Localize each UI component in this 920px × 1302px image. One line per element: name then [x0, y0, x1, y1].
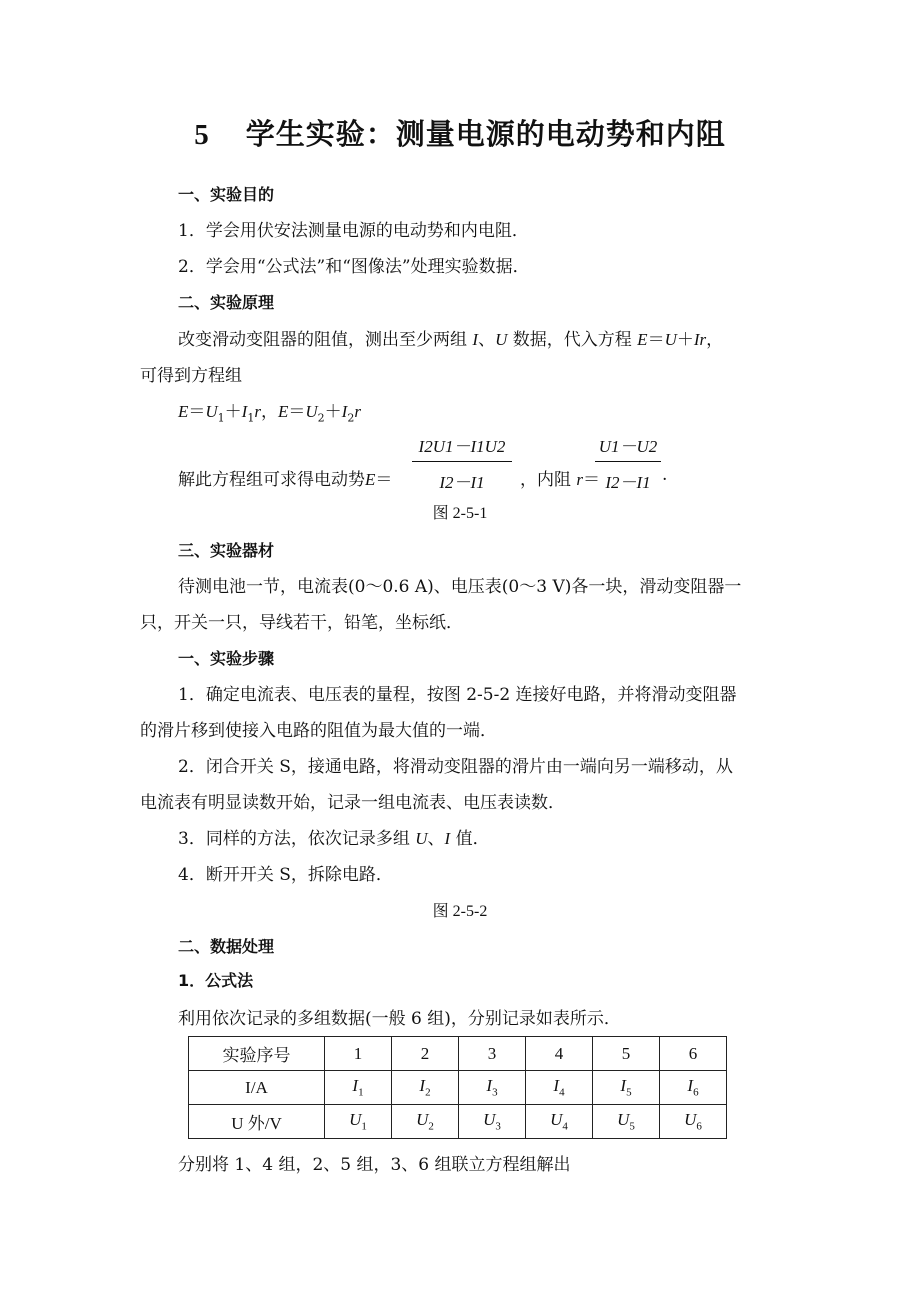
table-row	[189, 1037, 727, 1071]
equipment-line-2: 只，开关一只，导线若干，铅笔，坐标纸．	[140, 613, 463, 633]
table-cell: $U_3$	[459, 1105, 526, 1139]
table-header-cell: 1	[325, 1037, 392, 1071]
purpose-item-2: 2．学会用“公式法”和“图像法”处理实验数据．	[178, 257, 530, 277]
step-1-line-1: 1．确定电流表、电压表的量程，按图 2-5-2 连接好电路，并将滑动变阻器	[178, 685, 737, 705]
table-header-cell: 4	[526, 1037, 593, 1071]
data-processing-heading: 二、数据处理	[178, 937, 275, 956]
fraction-r-bar	[595, 461, 661, 462]
title-text: 学生实验：测量电源的电动势和内阻	[245, 117, 726, 151]
table-cell: $I_4$	[526, 1071, 593, 1105]
fraction-E-denominator: I2－I1	[439, 473, 485, 492]
table-cell: $I_3$	[459, 1071, 526, 1105]
fraction-E	[412, 432, 512, 493]
r-label: ，内阻	[520, 470, 571, 490]
step-1-line-2: 的滑片移到使接入电路的阻值为最大值的一端．	[140, 721, 497, 741]
data-table	[188, 1036, 727, 1139]
table-cell: $U_2$	[392, 1105, 459, 1139]
equipment-heading: 三、实验器材	[178, 541, 275, 560]
fraction-r	[595, 432, 661, 493]
data-outro: 分别将 1、4 组，2、5 组，3、6 组联立方程组解出	[178, 1155, 571, 1175]
table-cell: $U_5$	[593, 1105, 660, 1139]
table-row	[189, 1105, 727, 1139]
table-header-cell: 实验序号	[189, 1037, 325, 1071]
purpose-item-1: 1．学会用伏安法测量电源的电动势和内电阻．	[178, 221, 529, 241]
table-row	[189, 1071, 727, 1105]
step-4: 4．断开开关 S，拆除电路．	[178, 865, 393, 885]
principle-heading: 二、实验原理	[178, 293, 275, 312]
step-2-line-1: 2．闭合开关 S，接通电路，将滑动变阻器的滑片由一端向另一端移动，从	[178, 757, 733, 777]
formula-period: .	[662, 465, 668, 485]
equipment-line-1: 待测电池一节，电流表(0～0.6 A)、电压表(0～3 V)各一块，滑动变阻器一	[178, 577, 742, 597]
table-cell: $U_1$	[325, 1105, 392, 1139]
table-header-cell: 5	[593, 1037, 660, 1071]
table-cell: $I_5$	[593, 1071, 660, 1105]
table-header-cell: 6	[660, 1037, 727, 1071]
purpose-heading: 一、实验目的	[178, 185, 275, 204]
title-number: 5	[194, 119, 210, 151]
page-title	[0, 112, 920, 153]
step-3-tail: 值．	[455, 829, 490, 849]
figure-caption-2: 图 2-5-2	[432, 903, 488, 920]
equations-line: $E=U_1+I_1r$，$E=U_2+I_2r$	[178, 402, 361, 425]
formula-method-heading: 1．公式法	[178, 971, 254, 990]
principle-para-line2: 可得到方程组	[140, 366, 242, 386]
table-header-cell: 2	[392, 1037, 459, 1071]
table-cell: $I_2$	[392, 1071, 459, 1105]
principle-para-line1: 改变滑动变阻器的阻值，测出至少两组 I、U 数据，代入方程 E＝U＋Ir，	[178, 330, 724, 350]
solve-prefix: 解此方程组可求得电动势	[178, 470, 365, 490]
step-2-line-2: 电流表有明显读数开始，记录一组电流表、电压表读数．	[140, 793, 565, 813]
solve-line: 解此方程组可求得电动势E＝	[178, 470, 393, 490]
table-cell: $U_4$	[526, 1105, 593, 1139]
step-3: 3．同样的方法，依次记录多组 U、I 值．	[178, 829, 490, 849]
table-row-label: U 外/V	[189, 1105, 325, 1139]
fraction-E-bar	[412, 461, 512, 462]
principle-text-b: 数据，代入方程	[512, 330, 632, 350]
r-label-line: ，内阻 r＝	[520, 470, 601, 490]
figure-caption-1: 图 2-5-1	[432, 505, 488, 522]
fraction-r-numerator: U1－U2	[598, 437, 658, 456]
table-cell: $I_6$	[660, 1071, 727, 1105]
table-cell: $U_6$	[660, 1105, 727, 1139]
data-intro: 利用依次记录的多组数据(一般 6 组)，分别记录如表所示．	[178, 1009, 621, 1029]
fraction-E-numerator: I2U1－I1U2	[418, 437, 506, 456]
table-row-label: I/A	[189, 1071, 325, 1105]
table-cell: $I_1$	[325, 1071, 392, 1105]
fraction-r-denominator: I2－I1	[605, 473, 651, 492]
steps-heading: 一、实验步骤	[178, 649, 275, 668]
principle-text-a: 改变滑动变阻器的阻值，测出至少两组	[178, 330, 467, 350]
table-header-cell: 3	[459, 1037, 526, 1071]
step-3-text: 3．同样的方法，依次记录多组	[178, 829, 410, 849]
